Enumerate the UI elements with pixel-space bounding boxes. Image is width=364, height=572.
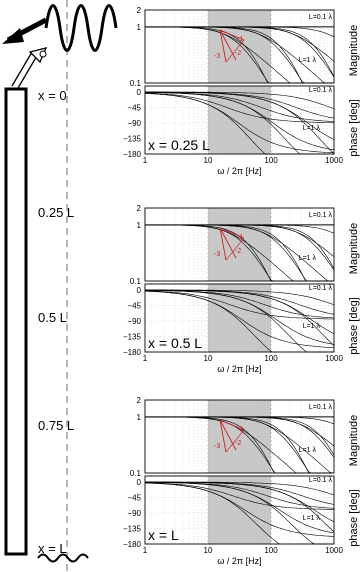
bar-schematic (2, 0, 116, 572)
slope-label: -1 (237, 426, 244, 433)
mag-tick-label: 1 (136, 220, 141, 230)
x-axis-label: ω / 2π [Hz] (217, 364, 262, 374)
mag-tick-label: 2 (136, 396, 141, 405)
cone-detector-icon (12, 48, 46, 88)
magnitude-side-label: Magnitude (348, 24, 360, 77)
slope-label: -1 (237, 36, 244, 43)
phase-bottom-label: L=1 λ (302, 323, 320, 330)
phase-top-label: L=0.1 λ (308, 87, 332, 94)
mag-tick-label: 1 (136, 22, 141, 32)
mag-top-label: L=0.1 λ (308, 14, 332, 21)
panel-position-label: x = L (148, 527, 179, 543)
mag-tick-label: 2 (136, 6, 141, 15)
phase-tick-label: −135 (122, 524, 141, 534)
bode-panel (123, 396, 360, 566)
x-tick-label: 1000 (325, 156, 343, 165)
slope-label: -3 (214, 251, 221, 258)
mag-tick-label: 0.1 (129, 277, 141, 286)
phase-bottom-label: L=1 λ (302, 125, 320, 132)
shaded-band (208, 86, 271, 154)
x-tick-label: 100 (264, 156, 278, 165)
x-tick-label: 1 (142, 156, 148, 165)
x-tick-label: 100 (264, 546, 278, 555)
x-tick-label: 1 (142, 546, 148, 555)
phase-bottom-label: L=1 λ (302, 515, 320, 522)
wavy-arrow-icon (2, 20, 46, 44)
mag-tick-label: 1 (136, 412, 141, 422)
bode-panel (123, 6, 360, 176)
mag-tick-label: 0.1 (129, 469, 141, 478)
phase-tick-label: 0 (136, 478, 141, 487)
mag-bottom-label: L=1 λ (298, 447, 316, 454)
x-tick-label: 10 (203, 156, 213, 165)
panel-position-label: x = 0.5 L (148, 335, 203, 351)
bar-label-half: 0.5 L (38, 310, 67, 325)
x-axis-label: ω / 2π [Hz] (217, 166, 262, 176)
shaded-band (208, 400, 271, 473)
phase-side-label: phase [deg] (348, 297, 360, 355)
phase-tick-label: −180 (122, 540, 141, 549)
phase-tick-label: −90 (127, 119, 141, 128)
phase-tick-label: −180 (122, 150, 141, 159)
x-tick-label: 10 (203, 546, 213, 555)
bode-panel (123, 204, 360, 374)
phase-tick-label: −90 (127, 509, 141, 518)
phase-tick-label: −90 (127, 317, 141, 326)
mag-top-label: L=0.1 λ (308, 404, 332, 411)
phase-tick-label: −45 (127, 103, 141, 113)
mag-top-label: L=0.1 λ (308, 212, 332, 219)
slope-label: -2 (235, 50, 242, 57)
phase-tick-label: 0 (136, 286, 141, 295)
slope-label: -2 (235, 440, 242, 447)
slope-label: -1 (237, 234, 244, 241)
bar-label-three-quarter: 0.75 L (38, 418, 75, 433)
incoming-wave (46, 6, 116, 51)
x-tick-label: 10 (203, 354, 213, 363)
phase-tick-label: −180 (122, 348, 141, 357)
phase-top-label: L=0.1 λ (308, 477, 332, 484)
phase-tick-label: 0 (136, 88, 141, 97)
bar-label-quarter: 0.25 L (38, 205, 75, 220)
phase-tick-label: −45 (127, 301, 141, 311)
bar-label-xL: x = L (38, 541, 67, 556)
x-tick-label: 100 (264, 354, 278, 363)
slope-label: -2 (235, 248, 242, 255)
x-tick-label: 1 (142, 354, 148, 363)
mag-bottom-label: L=1 λ (298, 255, 316, 262)
phase-tick-label: −135 (122, 134, 141, 144)
magnitude-side-label: Magnitude (348, 222, 360, 275)
slope-label: -3 (214, 443, 221, 450)
panel-position-label: x = 0.25 L (148, 137, 210, 153)
phase-tick-label: −135 (122, 332, 141, 342)
phase-side-label: phase [deg] (348, 489, 360, 547)
bar (6, 89, 26, 554)
bar-label-x0: x = 0 (38, 88, 67, 103)
x-tick-label: 1000 (325, 546, 343, 555)
shaded-band (208, 208, 271, 281)
x-tick-label: 1000 (325, 354, 343, 363)
mag-tick-label: 0.1 (129, 79, 141, 88)
bode-panels (123, 6, 360, 566)
magnitude-side-label: Magnitude (348, 414, 360, 467)
phase-top-label: L=0.1 λ (308, 285, 332, 292)
mag-bottom-label: L=1 λ (298, 57, 316, 64)
phase-side-label: phase [deg] (348, 99, 360, 157)
x-axis-label: ω / 2π [Hz] (217, 556, 262, 566)
phase-tick-label: −45 (127, 493, 141, 503)
slope-label: -3 (214, 53, 221, 60)
mag-tick-label: 2 (136, 204, 141, 213)
